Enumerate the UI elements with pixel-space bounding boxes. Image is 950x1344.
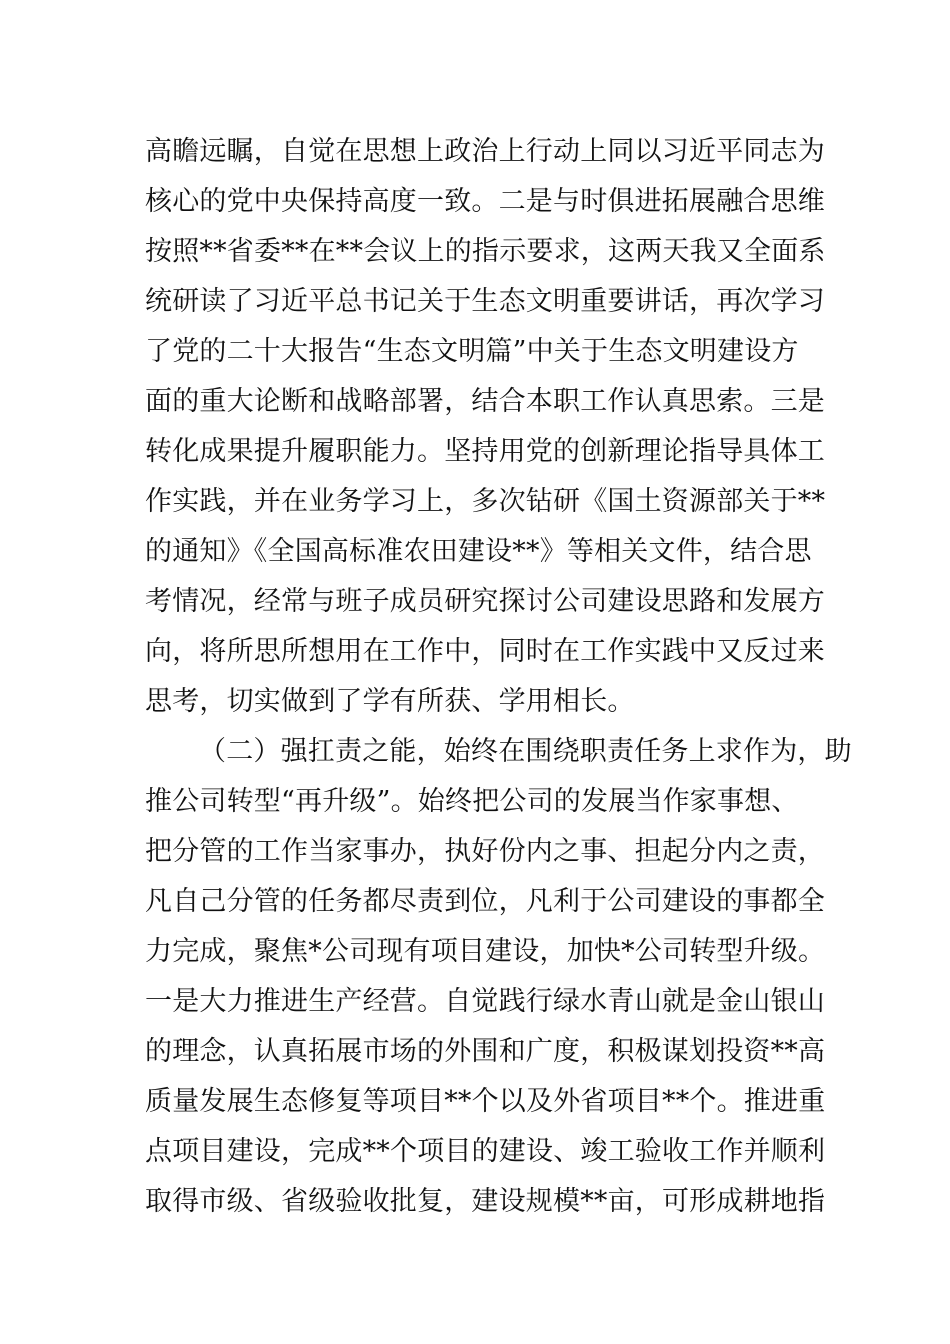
paragraph-first-line: （二）强扛责之能，始终在围绕职责任务上求作为，助: [199, 736, 852, 767]
text-line: 点项目建设，完成**个项目的建设、竣工验收工作并顺利: [145, 1136, 826, 1167]
text-line: 了党的二十大报告“生态文明篇”中关于生态文明建设方: [145, 336, 799, 367]
text-line: 高瞻远瞩，自觉在思想上政治上行动上同以习近平同志为: [145, 136, 825, 167]
text-line: 把分管的工作当家事办，执好份内之事、担起分内之责，: [145, 836, 825, 867]
text-line: 质量发展生态修复等项目**个以及外省项目**个。推进重: [145, 1086, 826, 1117]
text-line: 作实践，并在业务学习上，多次钻研《国土资源部关于**: [145, 486, 826, 517]
text-line: 凡自己分管的任务都尽责到位，凡利于公司建设的事都全: [145, 886, 825, 917]
text-line: 推公司转型“再升级”。始终把公司的发展当作家事想、: [145, 786, 799, 817]
text-line: 的理念，认真拓展市场的外围和广度，积极谋划投资**高: [145, 1036, 826, 1067]
text-line: 面的重大论断和战略部署，结合本职工作认真思索。三是: [145, 386, 825, 417]
text-line: 力完成，聚焦*公司现有项目建设，加快*公司转型升级。: [145, 936, 826, 967]
text-line: 一是大力推进生产经营。自觉践行绿水青山就是金山银山: [145, 986, 825, 1017]
text-line: 统研读了习近平总书记关于生态文明重要讲话，再次学习: [145, 286, 825, 317]
text-line: 的通知》《全国高标准农田建设**》等相关文件，结合思: [145, 536, 812, 567]
text-line: 核心的党中央保持高度一致。二是与时俱进拓展融合思维: [145, 186, 825, 217]
text-line: 考情况，经常与班子成员研究探讨公司建设思路和发展方: [145, 586, 825, 617]
text-line: 按照**省委**在**会议上的指示要求，这两天我又全面系: [145, 236, 826, 267]
text-line: 思考，切实做到了学有所获、学用相长。: [145, 686, 635, 717]
text-line: 向，将所思所想用在工作中，同时在工作实践中又反过来: [145, 636, 825, 667]
text-line: 取得市级、省级验收批复，建设规模**亩，可形成耕地指: [145, 1186, 826, 1217]
text-line: 转化成果提升履职能力。坚持用党的创新理论指导具体工: [145, 436, 825, 467]
